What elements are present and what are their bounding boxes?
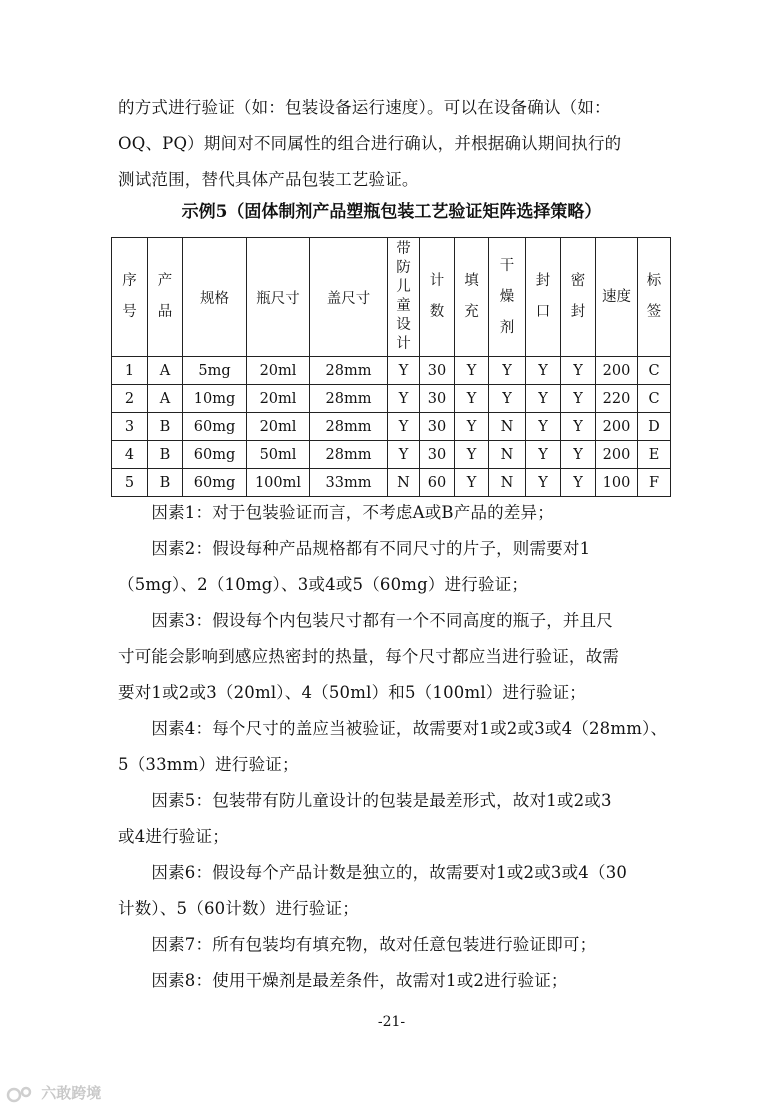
col-header-desiccant: 干燥剂 xyxy=(489,238,526,357)
table-cell: 200 xyxy=(596,441,638,469)
factor-line: 因素1：对于包装验证而言，不考虑A或B产品的差异； xyxy=(118,503,554,522)
table-cell: B xyxy=(148,469,183,497)
table-row xyxy=(112,469,671,497)
table-cell: Y xyxy=(388,357,420,385)
table-cell: Y xyxy=(526,469,561,497)
factor-line: （5mg）、2（10mg）、3或4或5（60mg）进行验证； xyxy=(118,575,529,594)
table-cell: 30 xyxy=(420,357,455,385)
table-cell: N xyxy=(388,469,420,497)
col-header-seq: 序号 xyxy=(112,238,148,357)
factor-line: 因素2：假设每种产品规格都有不同尺寸的片子，则需要对1 xyxy=(118,539,591,558)
table-cell: 220 xyxy=(596,385,638,413)
table-cell: 33mm xyxy=(310,469,388,497)
table-cell: 200 xyxy=(596,357,638,385)
col-header-child-resistant: 带防儿童设计 xyxy=(388,238,420,357)
table-cell: 28mm xyxy=(310,413,388,441)
intro-line: 的方式进行验证（如：包装设备运行速度）。可以在设备确认（如： xyxy=(118,98,611,117)
table-cell: Y xyxy=(526,441,561,469)
table-cell: 10mg xyxy=(183,385,247,413)
table-cell: 50ml xyxy=(247,441,310,469)
table-row xyxy=(112,441,671,469)
table-cell: A xyxy=(148,357,183,385)
table-cell: Y xyxy=(561,385,596,413)
factor-line: 因素7：所有包装均有填充物，故对任意包装进行验证即可； xyxy=(118,935,597,954)
table-cell: C xyxy=(638,385,671,413)
table-cell: 200 xyxy=(596,413,638,441)
table-cell: 60mg xyxy=(183,441,247,469)
col-header-closure: 封口 xyxy=(526,238,561,357)
factor-line: 因素4：每个尺寸的盖应当被验证，故需要对1或2或3或4（28mm）、 xyxy=(118,719,668,738)
table-cell: A xyxy=(148,385,183,413)
table-cell: 30 xyxy=(420,441,455,469)
table-cell: Y xyxy=(388,385,420,413)
col-header-seal: 密封 xyxy=(561,238,596,357)
intro-line: OQ、PQ）期间对不同属性的组合进行确认，并根据确认期间执行的 xyxy=(118,134,622,153)
table-cell: Y xyxy=(455,469,489,497)
table-cell: 20ml xyxy=(247,385,310,413)
col-header-filler: 填充 xyxy=(455,238,489,357)
table-cell: Y xyxy=(489,385,526,413)
table-cell: N xyxy=(489,469,526,497)
table-cell: E xyxy=(638,441,671,469)
table-cell: Y xyxy=(388,441,420,469)
validation-matrix-table xyxy=(111,237,671,497)
factor-line: 计数）、5（60计数）进行验证； xyxy=(118,899,359,918)
watermark xyxy=(6,1082,101,1103)
table-cell: 4 xyxy=(112,441,148,469)
table-cell: Y xyxy=(388,413,420,441)
table-cell: 60mg xyxy=(183,469,247,497)
page-number: -21- xyxy=(377,1014,406,1030)
table-header-row xyxy=(112,238,671,357)
table-cell: 3 xyxy=(112,413,148,441)
factor-line: 5（33mm）进行验证； xyxy=(118,755,299,774)
table-cell: 20ml xyxy=(247,413,310,441)
table-cell: 1 xyxy=(112,357,148,385)
table-cell: Y xyxy=(526,413,561,441)
table-cell: 20ml xyxy=(247,357,310,385)
table-row xyxy=(112,357,671,385)
table-cell: Y xyxy=(561,413,596,441)
col-header-product: 产品 xyxy=(148,238,183,357)
table-title: 示例5（固体制剂产品塑瓶包装工艺验证矩阵选择策略） xyxy=(181,202,602,222)
watermark-text: 六敢跨境 xyxy=(41,1084,102,1102)
table-cell: Y xyxy=(455,441,489,469)
table-row xyxy=(112,413,671,441)
factor-line: 要对1或2或3（20ml）、4（50ml）和5（100ml）进行验证； xyxy=(118,683,586,702)
table-cell: 28mm xyxy=(310,385,388,413)
factor-line: 因素3：假设每个内包装尺寸都有一个不同高度的瓶子，并且尺 xyxy=(118,611,613,630)
table-cell: B xyxy=(148,441,183,469)
table-cell: 30 xyxy=(420,413,455,441)
brand-logo-icon xyxy=(6,1085,36,1103)
table-cell: Y xyxy=(455,385,489,413)
factor-line: 因素5：包装带有防儿童设计的包装是最差形式，故对1或2或3 xyxy=(118,791,612,810)
table-row xyxy=(112,385,671,413)
table-cell: Y xyxy=(526,357,561,385)
table-cell: Y xyxy=(455,413,489,441)
table-cell: 60mg xyxy=(183,413,247,441)
table-cell: 100ml xyxy=(247,469,310,497)
table-cell: 60 xyxy=(420,469,455,497)
col-header-count: 计数 xyxy=(420,238,455,357)
factor-line: 因素8：使用干燥剂是最差条件，故需对1或2进行验证； xyxy=(118,971,568,990)
table-cell: F xyxy=(638,469,671,497)
table-cell: 28mm xyxy=(310,441,388,469)
table-cell: 5mg xyxy=(183,357,247,385)
table-cell: 30 xyxy=(420,385,455,413)
intro-line: 测试范围，替代具体产品包装工艺验证。 xyxy=(118,170,419,189)
table-cell: 2 xyxy=(112,385,148,413)
table-cell: Y xyxy=(561,469,596,497)
col-header-label: 标签 xyxy=(638,238,671,357)
col-header-cap-size: 盖尺寸 xyxy=(310,238,388,357)
table-cell: Y xyxy=(489,357,526,385)
table-cell: D xyxy=(638,413,671,441)
table-cell: Y xyxy=(561,441,596,469)
table-cell: B xyxy=(148,413,183,441)
table-cell: Y xyxy=(455,357,489,385)
factor-line: 寸可能会影响到感应热密封的热量，每个尺寸都应当进行验证，故需 xyxy=(118,647,619,666)
table-cell: C xyxy=(638,357,671,385)
table-cell: N xyxy=(489,413,526,441)
table-cell: 5 xyxy=(112,469,148,497)
table-cell: 28mm xyxy=(310,357,388,385)
table-cell: 100 xyxy=(596,469,638,497)
table-cell: N xyxy=(489,441,526,469)
factor-line: 或4进行验证； xyxy=(118,827,229,846)
col-header-spec: 规格 xyxy=(183,238,247,357)
table-cell: Y xyxy=(561,357,596,385)
factor-line: 因素6：假设每个产品计数是独立的，故需要对1或2或3或4（30 xyxy=(118,863,628,882)
col-header-speed: 速度 xyxy=(596,238,638,357)
table-cell: Y xyxy=(526,385,561,413)
col-header-bottle-size: 瓶尺寸 xyxy=(247,238,310,357)
